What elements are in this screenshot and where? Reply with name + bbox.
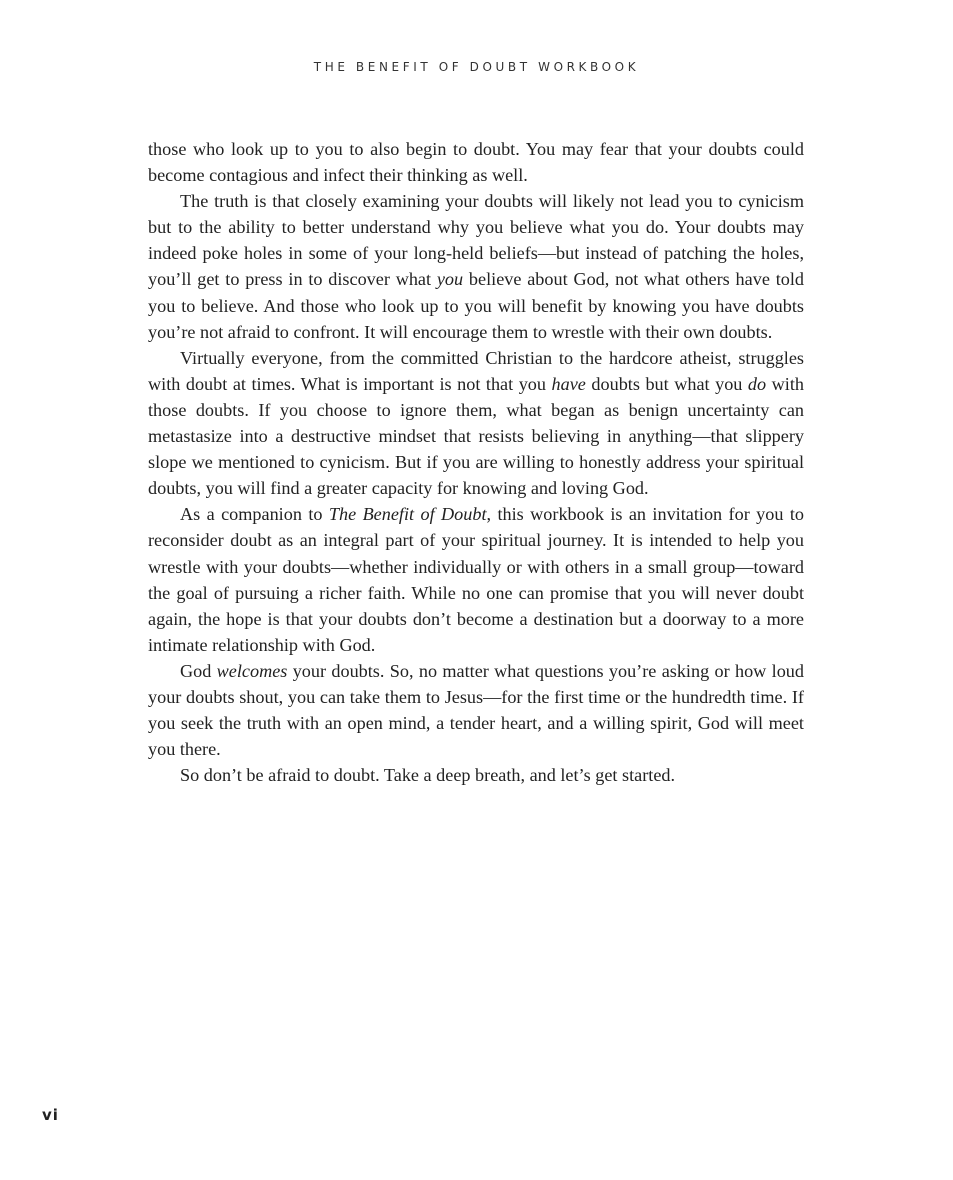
italic-emphasis: have (551, 373, 586, 394)
body-paragraph (148, 136, 804, 188)
text-run: God (180, 660, 217, 681)
text-run: your doubts. So, no matter what questions you’re asking or how loud your doubts shout, you can take them to Jesus—for the first time or the hundredth time. If you seek the truth with an open mind, a tender heart, and a willing spirit, God will meet you there. (148, 660, 804, 760)
text-run: believe about God, not what others have told you to believe. And those who look up to you will benefit by knowing you have doubts you’re not afraid to confront. It will encourage them to wrestle with their own doubts. (148, 269, 804, 342)
body-paragraph (148, 762, 804, 788)
text-run: with those doubts. If you choose to ignore them, what began as benign uncertainty can metastasize into a destructive mindset that resists believing in anything—that slippery slope we mentioned to cynicism. But if you are willing to honestly address your spiritual doubts, you will find a greater capacity for knowing and loving God. (148, 373, 804, 499)
body-paragraph (148, 658, 804, 762)
body-paragraph (148, 501, 804, 658)
text-run: doubts but what you (585, 373, 748, 394)
text-run: those who look up to you to also begin to doubt. You may fear that your doubts could become contagious and infect their thinking as well. (148, 139, 804, 186)
body-text (148, 136, 804, 788)
italic-emphasis: do (747, 373, 767, 394)
text-run: The truth is that closely examining your doubts will likely not lead you to cynicism but to the ability to better understand why you believe what you do. Your doubts may indeed poke holes in some of your long-held beliefs—but instead of patching the holes, you’ll get to press in to discover what (148, 191, 804, 290)
italic-emphasis: The Benefit of Doubt (328, 504, 487, 525)
body-paragraph (148, 345, 804, 502)
running-head: THE BENEFIT OF DOUBT WORKBOOK (313, 60, 640, 74)
italic-emphasis: you (436, 269, 464, 290)
italic-emphasis: welcomes (216, 660, 288, 681)
text-run: , this workbook is an invitation for you to reconsider doubt as an integral part of your spiritual journey. It is intended to help you wrestle with your doubts—whether individually or with others in a small group—toward the goal of pursuing a richer faith. While no one can promise that you will never doubt again, the hope is that your doubts don’t become a destination but a doorway to a more intimate relationship with God. (148, 504, 804, 655)
text-run: Virtually everyone, from the committed Christian to the hardcore atheist, struggles with doubt at times. What is important is not that you (148, 347, 804, 394)
text-run: As a companion to (180, 504, 329, 525)
body-paragraph (148, 188, 804, 345)
page-number: vi (42, 1106, 59, 1124)
text-run: So don’t be afraid to doubt. Take a deep breath, and let’s get started. (180, 765, 676, 786)
